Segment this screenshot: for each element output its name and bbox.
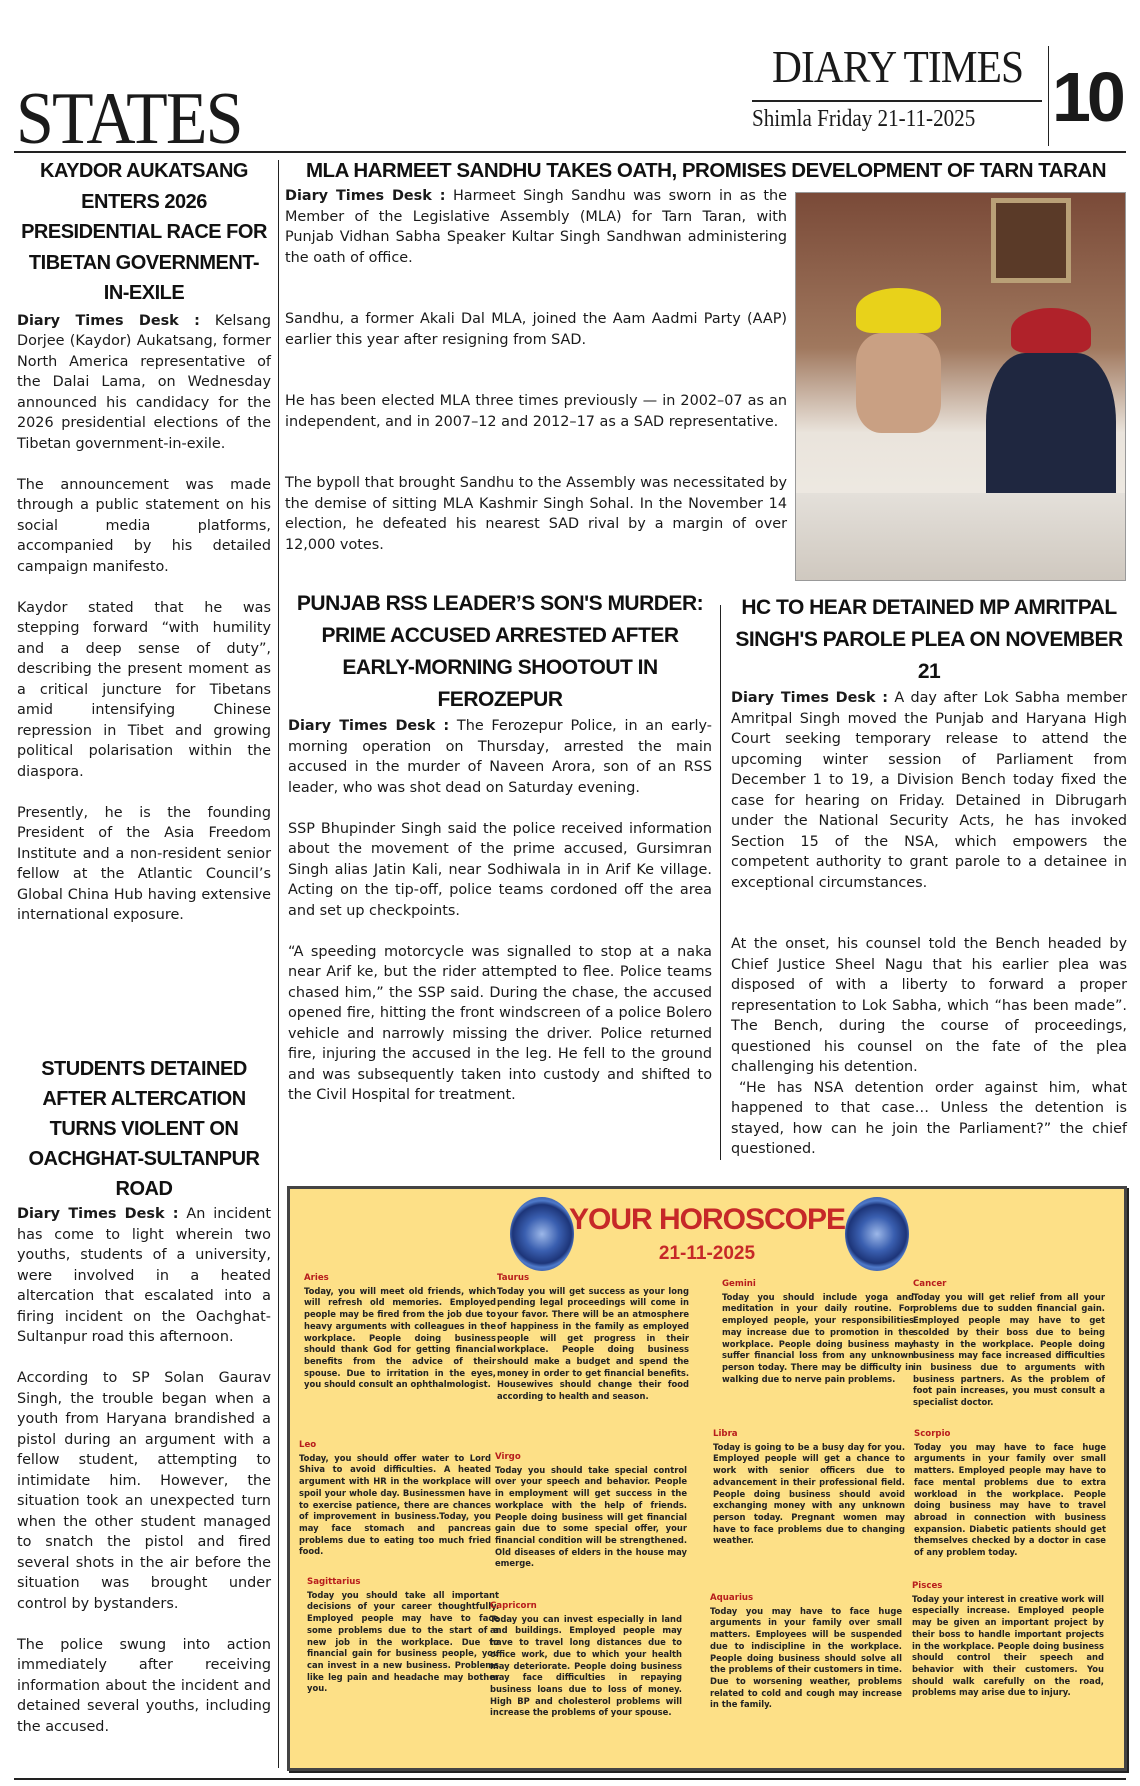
headline: HC TO HEAR DETAINED MP AMRITPAL SINGH'S PAROLE PLEA ON NOVEMBER 21 xyxy=(735,596,1123,683)
desk-label: Diary Times Desk : xyxy=(285,188,446,204)
paragraph: An incident has come to light wherein two youths, students of a university, were involved in a heated altercation that escalated into a firing incident on the Oachghat-Sultanpur road this afternoon. xyxy=(17,1206,271,1345)
sign-capricorn xyxy=(490,1601,682,1719)
paragraph: SSP Bhupinder Singh said the police received information about the movement of the prime accused, Gursimran Singh alias Jatin Kali, near Sodhiwala in in Arif Ke village. Acting on the tip-off, police teams cordoned off the area and set up checkpoints. xyxy=(288,820,712,919)
sign-pisces xyxy=(912,1581,1104,1699)
divider xyxy=(14,1778,1126,1780)
sign-text: Today, you should offer water to Lord Shiva to avoid difficulties. A heated argument with HR in the workplace will spoil your whole day. Businessmen have to exercise patience, there are chances of improvement in business.Today, you may face stomach and pancreas problems due to eating too much fried food. xyxy=(299,1452,491,1557)
sign-name: Taurus xyxy=(497,1273,530,1283)
sign-text: Today you will get success as your long pending legal proceedings will come in your favor. There will be an atmosphere of happiness in the family as employed people will get progress in their workplace. People doing business should make a budget and spend the money in order to get financial benefits. Housewives should change their food according to health and season. xyxy=(497,1285,689,1402)
desk-label: Diary Times Desk : xyxy=(731,690,888,706)
paragraph: The bypoll that brought Sandhu to the Assembly was necessitated by the demise of sitting MLA Kashmir Singh Sohal. In the November 14 election, he defeated his nearest SAD rival by a margin of over 12,000 votes. xyxy=(285,475,787,553)
paragraph: Kaydor stated that he was stepping forward “with humility and a deep sense of duty”, describing the present moment as a critical juncture for Tibetans amid intensifying Chinese repression in Tibet and growing political polarisation within the diaspora. xyxy=(17,599,271,780)
dateline: Shimla Friday 21-11-2025 xyxy=(752,106,976,132)
column-divider xyxy=(278,160,279,1768)
paragraph: Presently, he is the founding President of the Asia Freedom Institute and a non-resident senior fellow at the Atlantic Council’s Global China Hub having extensive international exposure. xyxy=(17,804,271,923)
table-with-mics xyxy=(796,493,1126,581)
page-number: 10 xyxy=(1052,58,1122,136)
sign-text: Today you may have to face huge arguments in your family over small matters. Employed people may have to face mental problems due to extra workload in the workplace. People doing business may have to travel abroad in connection with business expansion. Diabetic patients should get themselves checked by a doctor in case of any problem today. xyxy=(914,1441,1106,1558)
sign-scorpio xyxy=(914,1429,1106,1559)
paragraph: “A speeding motorcycle was signalled to stop at a naka near Arif ke, but the rider attempted to flee. Police teams chased him,” the SSP said. During the chase, the accused opened fire, hitting the front windscreen of a police Bolero vehicle and narrowly missing the driver. Police returned fire, injuring the accused in the leg. He fell to the ground and was subsequently taken into custody and shifted to the Civil Hospital for treatment. xyxy=(288,943,712,1103)
turban-red xyxy=(1011,308,1091,353)
sign-aquarius xyxy=(710,1593,902,1711)
sign-text: Today is going to be a busy day for you. Employed people will get a chance to work with senior officers due to advancement in their professional field. People doing business should avoid exchanging money with any unknown person today. Pregnant women may have to face problems due to changing weather. xyxy=(713,1441,905,1546)
paragraph: “He has NSA detention order against him, what happened to that case… Unless the detention is stayed, how can he join the Parliament?” the chief questioned. xyxy=(731,1079,1127,1157)
section-title: STATES xyxy=(16,78,242,160)
sign-name: Aquarius xyxy=(710,1593,754,1603)
headline: KAYDOR AUKATSANG ENTERS 2026 PRESIDENTIAL RACE FOR TIBETAN GOVERNMENT-IN-EXILE xyxy=(21,160,267,304)
article-sandhu xyxy=(285,186,787,576)
headline: PUNJAB RSS LEADER’S SON'S MURDER: PRIME ACCUSED ARRESTED AFTER EARLY-MORNING SHOOTOUT IN FEROZEPUR xyxy=(296,592,704,711)
sign-name: Aries xyxy=(304,1273,329,1283)
sign-leo xyxy=(299,1440,491,1558)
sign-text: Today you should take all important decisions of your career thoughtfully. Employed people may have to face some problems due to the start of a new job in the workplace. Due to financial gain for business people, you can invest in a new business. Problems like leg pain and headache may bother you. xyxy=(307,1589,499,1694)
sign-name: Virgo xyxy=(495,1452,521,1462)
desk-label: Diary Times Desk : xyxy=(17,312,200,329)
horoscope-title: YOUR HOROSCOPE xyxy=(568,1203,846,1236)
divider xyxy=(752,100,1042,102)
horoscope-box xyxy=(287,1186,1127,1771)
paragraph: He has been elected MLA three times previously — in 2002–07 as an independent, and in 2007–12 and 2012–17 as a SAD representative. xyxy=(285,393,787,430)
sign-gemini xyxy=(722,1279,914,1385)
newspaper-brand: DIARY TIMES xyxy=(772,41,1024,92)
desk-label: Diary Times Desk : xyxy=(17,1206,179,1222)
paragraph: At the onset, his counsel told the Bench headed by Chief Justice Sheel Nagu that his earlier plea was disposed of with a liberty to forward a proper representation to Lok Sabha, which “has been made”. The Bench, during the course of proceedings, questioned his counsel on the fate of the plea challenging his detention. xyxy=(731,936,1127,1075)
headline: STUDENTS DETAINED AFTER ALTERCATION TURNS VIOLENT ON OACHGHAT-SULTANPUR ROAD xyxy=(28,1058,260,1200)
sign-aries xyxy=(304,1273,496,1391)
paragraph: Kelsang Dorjee (Kaydor) Aukatsang, former North America representative of the Dalai Lama, on Wednesday announced his candidacy for the 2026 presidential elections of the Tibetan government-in-exile. xyxy=(17,312,272,452)
paragraph: The police swung into action immediately after receiving information about the incident and detained several youths, including the accused. xyxy=(17,1636,271,1735)
sign-text: Today your interest in creative work will especially increase. Employed people may be given an important project by their boss to handle important projects in the workplace. People doing business should control their speech and behavior with their customers. You should walk carefully on the road, problems may arise due to injury. xyxy=(912,1593,1104,1698)
sign-name: Sagittarius xyxy=(307,1577,361,1587)
paragraph: Sandhu, a former Akali Dal MLA, joined the Aam Aadmi Party (AAP) earlier this year after resigning from SAD. xyxy=(285,311,787,348)
sign-name: Capricorn xyxy=(490,1601,537,1611)
sign-text: Today you should include yoga and meditation in your daily routine. For employed people, your responsibilities may increase due to promotion in the workplace. People doing business may suffer financial loss from any unknown person today. There may be difficulty in walking due to nerve pain problems. xyxy=(722,1291,914,1384)
paragraph: Harmeet Singh Sandhu was sworn in as the Member of the Legislative Assembly (MLA) for Tarn Taran, with Punjab Vidhan Sabha Speaker Kultar Singh Sandhwan administering the oath of office. xyxy=(285,188,788,266)
sign-name: Leo xyxy=(299,1440,317,1450)
article-rss xyxy=(288,588,712,1126)
sign-name: Cancer xyxy=(913,1279,947,1289)
turban-yellow xyxy=(856,288,941,333)
sign-libra xyxy=(713,1429,905,1547)
divider xyxy=(14,151,1126,153)
article-amritpal xyxy=(731,592,1127,1180)
sign-text: Today you should take special control over your speech and behavior. People in employment will get success in the workplace with the help of friends. People doing business will get financial gain due to some special offer, your financial condition will be strengthened. Old diseases of elders in the house may emerge. xyxy=(495,1464,687,1569)
sign-taurus xyxy=(497,1273,689,1403)
paragraph: The announcement was made through a public statement on his social media platforms, accompanied by his detailed campaign manifesto. xyxy=(17,476,271,575)
paragraph: According to SP Solan Gaurav Singh, the trouble began when a youth from Haryana brandished a pistol during an argument with a fellow student, attempting to intimidate him. However, the situation took an unexpected turn when the other student managed to snatch the pistol and fired several shots in the air before the situation was brought under control by bystanders. xyxy=(17,1370,271,1612)
sign-cancer xyxy=(913,1279,1105,1409)
sign-name: Gemini xyxy=(722,1279,756,1289)
portrait-frame xyxy=(991,198,1071,283)
sign-name: Pisces xyxy=(912,1581,943,1591)
sign-text: Today you may have to face huge arguments in your family over small matters. Employees will be suspended due to indiscipline in the workplace. People doing business should solve all the problems of their customers in time. Due to worsening weather, problems related to cold and cough may increase in the family. xyxy=(710,1605,902,1710)
article-photo xyxy=(795,192,1126,581)
article-students xyxy=(17,1054,271,1758)
horoscope-date: 21-11-2025 xyxy=(658,1243,756,1264)
desk-label: Diary Times Desk : xyxy=(288,718,450,734)
sign-text: Today, you will meet old friends, which will refresh old memories. Employed people may be fired from the job due to heavy arguments with colleagues in the workplace. People doing business should thank God for getting financial benefits from the advice of their spouse. Due to irritation in the eyes, you should consult an ophthalmologist. xyxy=(304,1285,496,1390)
sign-virgo xyxy=(495,1452,687,1570)
divider xyxy=(1048,46,1049,146)
sign-name: Libra xyxy=(713,1429,738,1439)
sign-text: Today you can invest especially in land and buildings. Employed people may have to travel long distances due to office work, due to which your health may deteriorate. People doing business may face difficulties in repaying business loans due to loss of money. High BP and cholesterol problems will increase the problems of your spouse. xyxy=(490,1613,682,1718)
column-divider xyxy=(720,605,721,1160)
sign-sagittarius xyxy=(307,1577,499,1695)
paragraph: The Ferozepur Police, in an early-morning operation on Thursday, arrested the main accused in the murder of Naveen Arora, son of an RSS leader, who was shot dead on Saturday evening. xyxy=(288,718,713,796)
article-kaydor xyxy=(17,156,271,932)
sign-text: Today you will get relief from all your problems due to sudden financial gain. Employed people may have to get scolded by their boss due to being hasty in the workplace. People doing business may face increased difficulties in business due to arguments with business partners. As the problem of foot pain increases, you must consult a specialist doctor. xyxy=(913,1291,1105,1408)
sign-name: Scorpio xyxy=(914,1429,951,1439)
person-left xyxy=(856,333,941,433)
headline: MLA HARMEET SANDHU TAKES OATH, PROMISES DEVELOPMENT OF TARN TARAN xyxy=(305,159,1107,182)
paragraph: A day after Lok Sabha member Amritpal Singh moved the Punjab and Haryana High Court seeking temporary release to attend the upcoming winter session of Parliament from December 1 to 19, a Division Bench today fixed the case for hearing on Friday. Detained in Dibrugarh under the National Security Acts, he has invoked Section 15 of the NSA, which empowers the competent authority to grant parole to a detainee in exceptional circumstances. xyxy=(731,690,1127,891)
